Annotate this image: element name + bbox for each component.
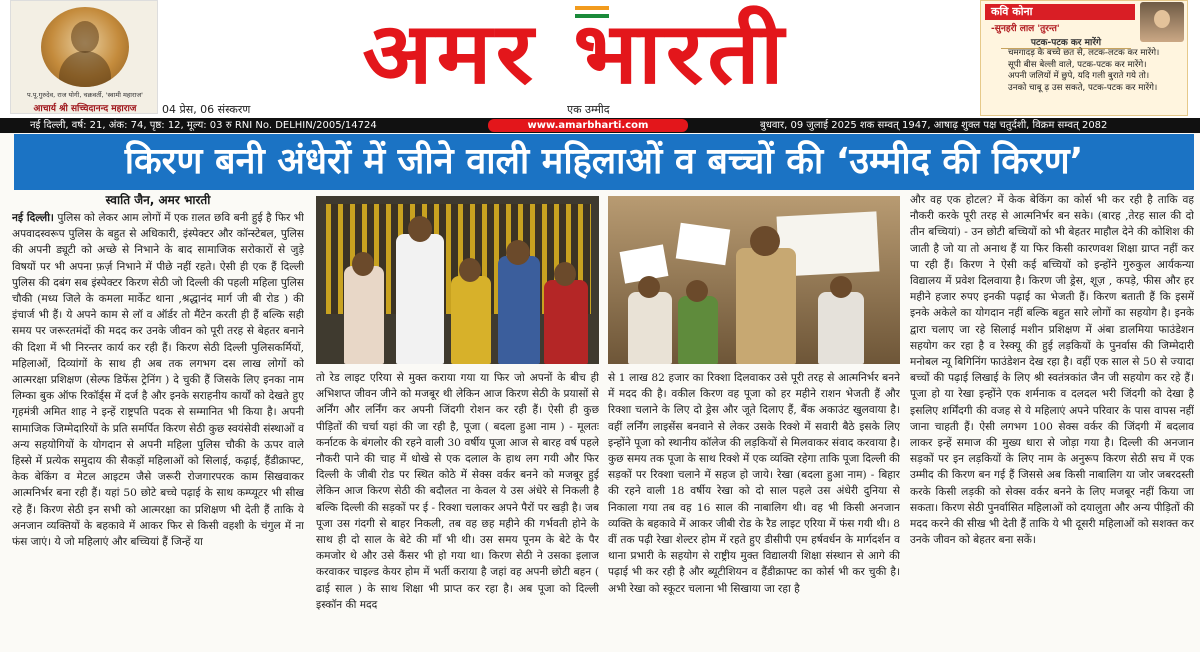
article-column-3: से 1 लाख 82 हजार का रिक्शा दिलवाकर उसे पूरी तरह से आत्मनिर्भर बनने में मदद की है। वकील किरण वह पूजा को हर महीने राशन भेजती हैं और रिक्शा चलाने के लिए दो ड्रेस और जूते दिलाए हैं, बैंक अकाउंट खुलवाया है। वहीं लर्निंग लाइसेंस बनवाने से लेकर उसके रिक्शे में सवारी बैठे इसके लिए इन्होंने पूजा को स्थानीय कॉलेज की लड़कियों से मिलवाकर संवाद करवाया है। कुछ समय तक पूजा के साथ रिक्शे में एक व्यक्ति रहेगा ताकि पूजा दिल्ली की सड़कों पर रिक्शा चलाने में सहज हो जाये। रेखा (बदला हुआ नाम) - बिहार की रहने वाली 18 वर्षीय रेखा को दो साल पहले उस अंधेरी दुनिया से निकाला गया तब वह 16 साल की नाबालिग थी। वह भी किसी अनजान व्यक्ति के बहकावे में आकर जीबी रोड के रैड लाइट एरिया में फंस गयी थी। 8 वीं तक पढ़ी रेखा शेल्टर होम में रहते हुए डीसीपी एम हर्षवर्धन के मार्गदर्शन व थाना प्रभारी के सहयोग से राष्ट्रीय मुक्त विद्यालयी शिक्षा संस्थान से आगे की पढ़ाई भी कर रही है और ब्यूटीशियन व हैंडीक्राफ्ट का कोर्स भी कर चुकी है। अभी रेखा को स्कूटर चलाना भी सिखाया जा रहा है [608, 372, 900, 595]
poet-photo [1140, 2, 1184, 42]
portrait-caption: प.पू.गुरुदेव, राज योगी, चक्रवर्ती, 'स्वामी महाराज' [27, 91, 143, 99]
photo-children-grate [316, 196, 599, 364]
poem-line: उनको चाबू ढ़ उस सकते, पटक-पटक कर मारेंगे। [1008, 82, 1158, 93]
article-column-4: और वह एक होटल? में केक बेकिंग का कोर्स भी कर रही है ताकि वह नौकरी करके पूरी तरह से आत्मनिर्भर बन सके। (बारह ,तेरह साल की दो तीन बच्चियां) - उन छोटी बच्चियों को भी बेहतर माहौल देने की कोशिश की जाती है जो या तो अनाथ हैं या फिर किसी कारणवश शिक्षा ग्राप्त नहीं कर पा रही हैं। किरण ने ऐसी कई बच्चियों को इन्होंने गुरुकुल आर्यकन्या विद्यालय में प्रवेश दिलवाया है। किरण जी ड्रेस, शूज़ , कपड़े, फीस और हर महीने हजार रुपए इनकी पढ़ाई का भेजती हैं। किरण बताती हैं कि इसमें इनके अकेले का योगदान नहीं बल्कि बहुत सारे लोगों का सहयोग है। इनके द्वारा चलाए जा रहे सिलाई मशीन प्रशिक्षण में अंबा डालमिया फाउंडेशन सहयोग कर रहा है व रेस्क्यू की हुई लड़कियों के पुनर्वास की जिम्मेदारी मनोबल न्यू बिगिनिंग फाउंडेशन देख रहा है। वहीं एक साल से 50 से ज्यादा बच्चों की पढ़ाई लिखाई के लिए श्री स्वतंत्रकांत जैन जी सहयोग कर रहे हैं। पूजा हो या रेखा इन्होंने एक शर्मनाक व दलदल भरी जिंदगी को देखा है इसलिए शर्मिंदगी की वजह से ये महिलाएं अपने परिवार के पास वापस नहीं जाना चाहती हैं। ऐसी लगभग 100 सेक्स वर्कर की जिंदगी में बदलाव लाकर इन्हें समाज की मुख्य धारा से जोड़ा गया है। दिल्ली की अनजान सड़कों पर इन लड़कियों के लिए नाम के अनुरूप किरण सेठी सच में एक उम्मीद की किरण बन गई हैं जिससे अब किसी नाबालिग या जोर जबरदस्ती करके किसी लड़की को सेक्स वर्कर बनने के लिए मजबूर नहीं किया जा सकता। किरण सेठी पुनर्वासित महिलाओं को दयालुता और अन्य पीड़ितों की मदद करने की सीख भी देती हैं ताकि ये भी दूसरी महिलाओं को सशक्त कर उनके जीवन को बेहतर बना सकें। [910, 194, 1194, 547]
edition-info: 04 प्रेस, 06 संस्करण [162, 103, 251, 116]
headline: किरण बनी अंधेरों में जीने वाली महिलाओं व बच्चों की ‘उम्मीद की किरण’ [124, 141, 1084, 182]
article-text: पुलिस को लेकर आम लोगों में एक ग़लत छवि बनी हुई है फिर भी अपवादस्वरूप पुलिस के बहुत से अधिकारी, इंस्पेक्टर और कॉन्स्टेबल, पुलिस की अपनी ड्यूटी को अच्छे से निभाने के बाद सामाजिक सरोकारों से जुड़े विषयों पर भी अपना फ़र्ज़ निभाने में पीछे नहीं रहते। ऐसी ही एक हैं दिल्ली पुलिस की दबंग सब इंस्पेक्टर किरण सेठी जो दिल्ली की पहली महिला पुलिस चौकी (मध्य जिले के कमला मार्केट थाना ,श्रद्धानंद मार्ग जी बी रोड ) की इंचार्ज भी हैं। ये अपने काम से लॉ व ऑर्डर तो मैंटेन करती ही हैं बल्कि सही समय पर जरूरतमंदों की मदद कर उनके जीवन को पूरी तरह से बेहतर बनाने की दिशा में भी निरन्तर कार्य कर रही हैं। किरण सेठी दिल्ली पुलिसकर्मियों, महिलाओं, दिव्यांगों के साथ ही अब तक लगभग दस लाख लोगों को आत्मरक्षा प्रशिक्षण (सेल्फ डिफेंस ट्रेनिंग ) दे चुकी हैं जिसके लिए इनका नाम लिम्का बुक ऑफ रिकॉर्ड्स में दर्ज है और इनके सराहनीय कार्यों को देखते हुए गृहमंत्री अमित शाह ने इन्हें राष्ट्रपति पदक से सम्मानित भी किया है। अपनी सामाजिक जिम्मेदारियों के प्रति समर्पित किरण सेठी कुछ स्वयंसेवी संस्थाओं व अन्य सहयोगियों के योगदान से अपनी महिला पुलिस चौकी के ऊपर वाले हिस्से में प्रत्येक समुदाय की सैकड़ों महिलाओं को सिलाई, कढ़ाई, हैंडीक्राफ्ट, केक बेकिंग व मेटल आइटम जैसे जरूरी रोजगारपरक काम सिखवाकर आत्मनिर्भर बना रही हैं। यहां 50 छोटे बच्चे पढ़ाई के साथ कम्प्यूटर भी सीख रहे हैं। किरण सेठी इन सभी को आत्मरक्षा का प्रशिक्षण भी देती हैं ताकि ये अनजान व्यक्तियों के बहकावे में आकर फिर से किसी वहशी के चंगुल में ना फंस जाएं। ये जो महिलाएं और बच्चियां हैं जिन्हें या [12, 212, 304, 549]
article-column-1 [12, 210, 304, 650]
poem-line: सूपी बीस बेल्ली वाले, पटक-पटक कर मारेंगे। [1008, 59, 1147, 70]
kavi-kona-poet: -सुनहरी लाल 'तुरन्त' [991, 24, 1060, 34]
photo-children-officer [608, 196, 900, 364]
byline: स्वाति जैन, अमर भारती [105, 193, 211, 207]
dateline-place: नई दिल्ली। [12, 212, 54, 224]
masthead [0, 0, 1200, 118]
website-link[interactable]: www.amarbharti.com [488, 119, 688, 132]
tagline: एक उम्मीद [567, 103, 610, 116]
dateline-bar [0, 118, 1200, 133]
date-info: बुधवार, 09 जुलाई 2025 शक सम्वत् 1947, आषाढ़ शुक्ल पक्ष चतुर्दशी, विक्रम सम्वत् 2082 [760, 120, 1108, 131]
poem-line: चमगादड़ के बच्चे छत से, लटक-लटक कर मारेंगे। [1008, 48, 1160, 58]
guru-portrait [41, 7, 129, 87]
poem-line: अपनी जलियों में छुपे, यदि गली बुराते गये तो। [1008, 71, 1150, 81]
newspaper-logo: अमर भारती [362, 4, 788, 103]
kavi-kona-title: कवि कोना [985, 4, 1135, 20]
issue-info: नई दिल्ली, वर्ष: 21, अंक: 74, पृष्ठ: 12, मूल्य: 03 रु RNI No. DELHIN/2005/14724 [30, 120, 377, 131]
guru-portrait-panel [10, 0, 158, 114]
portrait-name: आचार्य श्री सच्चिदानन्द महाराज [33, 104, 137, 114]
article-column-2: तो रेड लाइट एरिया से मुक्त कराया गया या फिर जो अपनों के बीच ही अभिशप्त जीवन जीने को मजबूर थी लेकिन आज किरण सेठी के प्रयासों से अर्निंग और लर्निंग कर अपनी जिंदगी रोशन कर रही हैं। ऐसी ही कुछ पीड़ितों की चर्चा यहां की जा रही है, पूजा ( बदला हुआ नाम ) - मूलतः कर्नाटक के बंगलोर की रहने वाली 30 वर्षीय पूजा आज से बारह वर्ष पहले नौकरी पाने की चाह में धोखे से एक दलाल के हाथ लग गयी और फिर दिल्ली के जीबी रोड पर स्थित कोठे में सेक्स वर्कर बनने को मजबूर हुई लेकिन आज किरण सेठी की बदौलत ना केवल ये उस अंधेरे से निकली है बल्कि दिल्ली की सड़कों पर ई - रिक्शा चलाकर अपने पैरों पर खड़ी है। जब पूजा उस गंदगी से बाहर निकली, तब वह छह महीने की गर्भवती होने के साथ ही दो साल के बेटे की माँ भी थी। उस समय पूनम के बेटे के पैर कमजोर थे और उसे कैंसर भी हो गया था। किरण सेठी ने उसका इलाज करवाकर चाइल्ड केयर होम में भर्ती कराया है जहां वह अपनी छोटी बहन ( ढाई साल ) के साथ शिक्षा भी प्राप्त कर रहा है। अब पूजा को दिल्ली इस्कॉन की मदद [316, 372, 599, 611]
headline-banner [14, 134, 1194, 190]
kavi-kona-poem-title: पटक-पटक कर मारेंगे [1001, 35, 1131, 49]
kavi-kona-poem [1008, 48, 1176, 94]
